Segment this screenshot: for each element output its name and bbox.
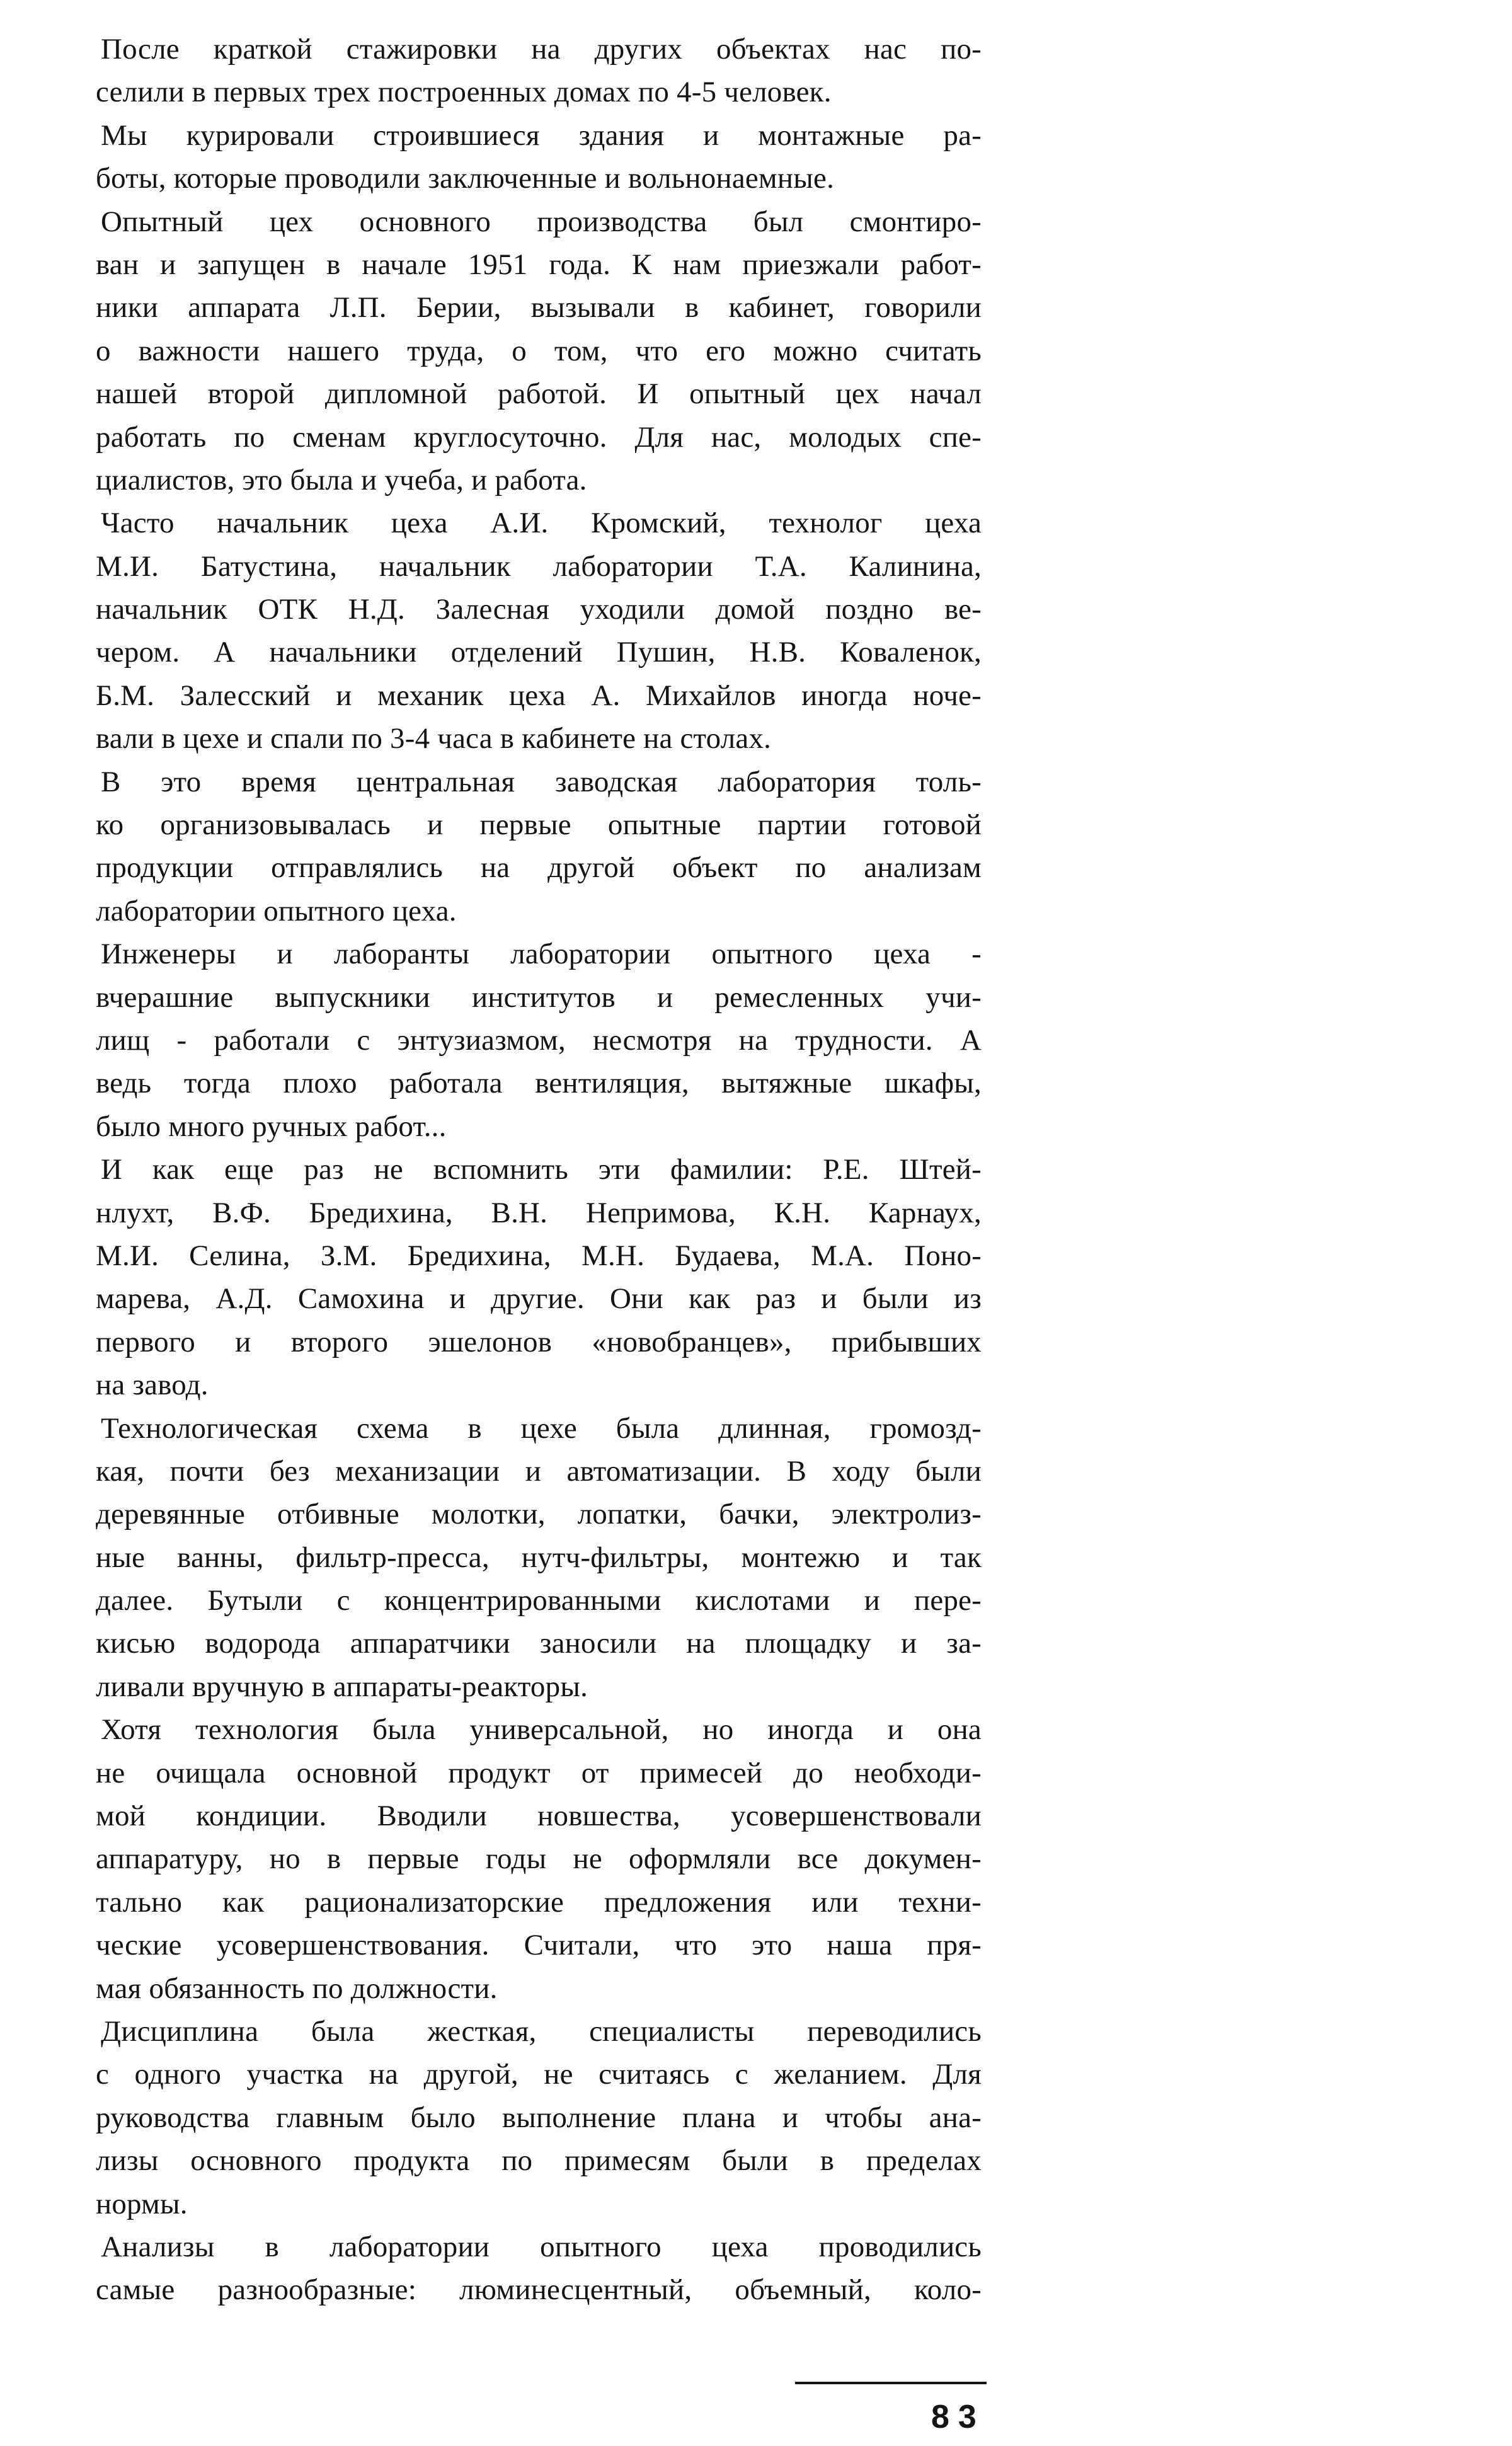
text-line: вали в цехе и спали по 3-4 часа в кабинете на столах. <box>96 722 772 755</box>
text-line: И как еще раз не вспомнить эти фамилии: Р.Е. Штей- <box>101 1153 982 1186</box>
text-line: на завод. <box>96 1369 209 1402</box>
text-line: ные ванны, фильтр-пресса, нутч-фильтры, монтежю и так <box>96 1541 982 1574</box>
text-line: с одного участка на другой, не считаясь с желанием. Для <box>96 2058 982 2091</box>
text-line: ван и запущен в начале 1951 года. К нам приезжали работ- <box>96 248 982 281</box>
text-line: М.И. Селина, З.М. Бредихина, М.Н. Будаева, М.А. Поно- <box>96 1239 982 1272</box>
text-line: марева, А.Д. Самохина и другие. Они как раз и были из <box>96 1282 982 1316</box>
text-line: Мы курировали строившиеся здания и монтажные ра- <box>101 118 982 152</box>
text-line: лаборатории опытного цеха. <box>96 894 457 927</box>
text-line: нормы. <box>96 2187 188 2220</box>
text-line: селили в первых трех построенных домах по 4-5 человек. <box>96 76 832 109</box>
text-line: далее. Бутыли с концентрированными кислотами и пере- <box>96 1584 982 1617</box>
text-line: Опытный цех основного производства был смонтиро- <box>101 205 982 238</box>
text-line: продукции отправлялись на другой объект по анализам <box>96 851 982 885</box>
text-line: кисью водорода аппаратчики заносили на площадку и за- <box>96 1627 982 1660</box>
text-line: Б.М. Залесский и механик цеха А. Михайлов иногда ноче- <box>96 679 982 712</box>
text-line: не очищала основной продукт от примесей до необходи- <box>96 1756 982 1789</box>
text-line: боты, которые проводили заключенные и вольнонаемные. <box>96 162 835 195</box>
text-line: М.И. Батустина, начальник лаборатории Т.А. Калинина, <box>96 549 982 583</box>
text-line: В это время центральная заводская лаборатория толь- <box>101 765 982 798</box>
footer-rule <box>795 2382 987 2384</box>
text-line: циалистов, это была и учеба, и работа. <box>96 463 587 497</box>
text-line: После краткой стажировки на других объектах нас по- <box>101 33 982 66</box>
text-line: самые разнообразные: люминесцентный, объемный, коло- <box>96 2273 982 2307</box>
text-line: о важности нашего труда, о том, что его можно считать <box>96 334 982 367</box>
text-line: первого и второго эшелонов «новобранцев», прибывших <box>96 1325 982 1358</box>
text-line: деревянные отбивные молотки, лопатки, бачки, электролиз- <box>96 1498 982 1531</box>
text-line: чером. А начальники отделений Пушин, Н.В. Коваленок, <box>96 636 982 669</box>
text-line: Часто начальник цеха А.И. Кромский, технолог цеха <box>101 507 982 540</box>
text-line: руководства главным было выполнение плана и чтобы ана- <box>96 2101 982 2134</box>
text-line: работать по сменам круглосуточно. Для нас, молодых спе- <box>96 420 982 454</box>
text-line: нашей второй дипломной работой. И опытный цех начал <box>96 377 982 411</box>
text-line: Дисциплина была жесткая, специалисты переводились <box>101 2014 982 2048</box>
page-number: 83 <box>931 2399 985 2435</box>
text-line: нлухт, В.Ф. Бредихина, В.Н. Непримова, К.Н. Карнаух, <box>96 1196 982 1229</box>
text-line: ко организовывалась и первые опытные партии готовой <box>96 808 982 842</box>
text-line: ческие усовершенствования. Считали, что это наша пря- <box>96 1929 982 1962</box>
text-line: было много ручных работ... <box>96 1110 447 1143</box>
text-line: начальник ОТК Н.Д. Залесная уходили домой поздно ве- <box>96 593 982 626</box>
text-line: ники аппарата Л.П. Берии, вызывали в кабинет, говорили <box>96 291 982 324</box>
text-line: лищ - работали с энтузиазмом, несмотря на трудности. А <box>96 1023 982 1057</box>
text-line: аппаратуру, но в первые годы не оформляли все докумен- <box>96 1842 982 1876</box>
text-line: кая, почти без механизации и автоматизации. В ходу были <box>96 1454 982 1488</box>
text-line: лизы основного продукта по примесям были в пределах <box>96 2144 982 2178</box>
text-line: мой кондиции. Вводили новшества, усовершенствовали <box>96 1800 982 1833</box>
text-line: Технологическая схема в цехе была длинная, громозд- <box>101 1411 982 1445</box>
text-line: ливали вручную в аппараты-реакторы. <box>96 1670 588 1703</box>
text-line: Анализы в лаборатории опытного цеха проводились <box>101 2230 982 2263</box>
text-line: ведь тогда плохо работала вентиляция, вытяжные шкафы, <box>96 1067 982 1100</box>
text-line: тально как рационализаторские предложения или техни- <box>96 1885 982 1919</box>
body-text <box>96 28 982 2312</box>
text-line: Хотя технология была универсальной, но иногда и она <box>101 1713 982 1747</box>
text-line: вчерашние выпускники институтов и ремесленных учи- <box>96 980 982 1014</box>
text-line: Инженеры и лаборанты лаборатории опытного цеха - <box>101 938 982 971</box>
text-line: мая обязанность по должности. <box>96 1972 498 2005</box>
